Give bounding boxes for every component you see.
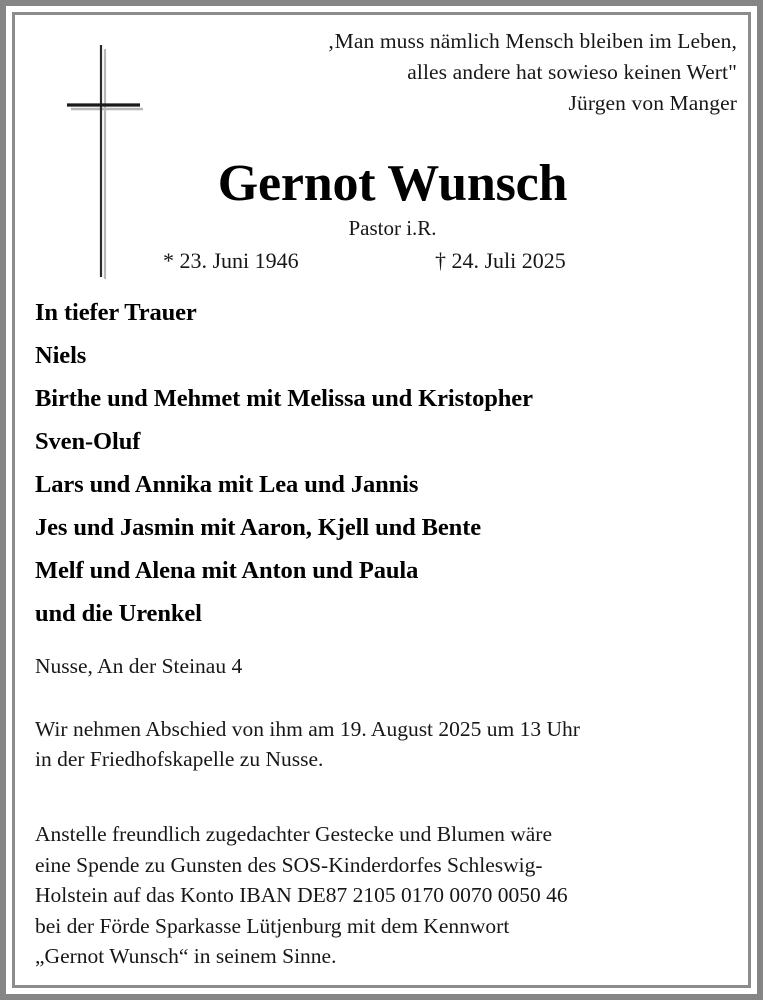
quotation-block (197, 26, 737, 119)
mourner-name: und die Urenkel (35, 600, 202, 627)
quote-author: Jürgen von Manger (568, 91, 737, 115)
mourner-name: Birthe und Mehmet mit Melissa und Kristopher (35, 385, 533, 412)
mourner-name: Lars und Annika mit Lea und Jannis (35, 471, 419, 498)
donation-line-3-iban: Holstein auf das Konto IBAN DE87 2105 0170 0070 0050 46 (35, 883, 568, 907)
donation-line-1: Anstelle freundlich zugedachter Gestecke und Blumen wäre (35, 822, 552, 846)
donation-details (35, 819, 751, 972)
funeral-line-1: Wir nehmen Abschied von ihm am 19. August 2025 um 13 Uhr (35, 717, 580, 741)
mourner-name: Melf und Alena mit Anton und Paula (35, 557, 419, 584)
birth-date: * 23. Juni 1946 (163, 248, 299, 273)
donation-line-5-keyword: „Gernot Wunsch“ in seinem Sinne. (35, 944, 337, 968)
mourner-name: Jes und Jasmin mit Aaron, Kjell und Bente (35, 514, 482, 541)
donation-line-4-bank: bei der Förde Sparkasse Lütjenburg mit dem Kennwort (35, 913, 510, 938)
mourner-name: Niels (35, 342, 87, 369)
quote-line-2: alles andere hat sowieso keinen Wert" (407, 60, 737, 84)
mourners-block (35, 291, 745, 635)
deceased-role: Pastor i.R. (348, 216, 437, 240)
funeral-line-2: in der Friedhofskapelle zu Nusse. (35, 747, 324, 771)
quote-line-1: ‚Man muss nämlich Mensch bleiben im Leben, (327, 29, 737, 53)
deceased-name-block (15, 155, 748, 241)
death-date: † 24. Juli 2025 (435, 248, 566, 273)
deceased-name: Gernot Wunsch (217, 155, 568, 212)
notice-content (15, 15, 748, 985)
address-line: Nusse, An der Steinau 4 (35, 654, 243, 678)
donation-line-2: eine Spende zu Gunsten des SOS-Kinderdorfes Schleswig- (35, 852, 543, 877)
mourner-name: Sven-Oluf (35, 428, 141, 455)
funeral-details (35, 714, 747, 774)
mourning-heading: In tiefer Trauer (35, 299, 197, 326)
